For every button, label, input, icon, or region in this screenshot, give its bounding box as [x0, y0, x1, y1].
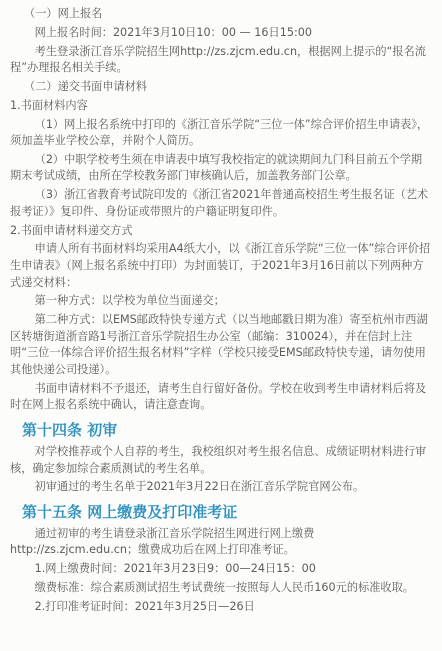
materials-item-1: （1）网上报名系统中打印的《浙江音乐学院“三位一体”综合评价招生申请表》，须加盖毕业学校公章，并附个人简历。 [10, 117, 429, 148]
admission-ticket-print-time: 2.打印准考证时间：2021年3月25日—26日 [34, 599, 255, 613]
materials-item-2: （2）中职学校考生须在申请表中填写我校指定的就读期间九门科目前五个学期期末考试成绩，由所在学校教务部门审核确认后，加盖教务部门公章。 [10, 152, 423, 183]
materials-item-3: （3）浙江省教育考试院印发的《浙江省2021年普通高校招生考生报名证（艺术报考证）》复印件、身份证或带照片的户籍证明复印件。 [10, 188, 429, 218]
submission-method-1: 第一种方式：以学校为单位当面递交； [34, 294, 225, 308]
section-written-materials-title: （二）递交书面申请材料 [24, 79, 148, 93]
payment-time: 1.网上缴费时间：2021年3月23日9：00—24日15：00 [34, 562, 316, 576]
article-14-text: 对学校推荐或个人自荐的考生，我校组织对考生报名信息、成绩证明材料进行审核，确定参加综合素质测试的考生名单。 [10, 444, 427, 475]
submission-method-title: 2.书面申请材料递交方式 [10, 223, 133, 237]
article-14-text-2: 初审通过的考生名单于2021年3月22日在浙江音乐学院官网公布。 [34, 480, 365, 494]
submission-method-2: 第二种方式：以EMS邮政特快专递方式（以当地邮戳日期为准）寄至杭州市西湖区转塘街道浙音路1号浙江音乐学院招生办公室（邮编：310024），并在信封上注明“三位一体综合评价招生报名材料”字样（学校只接受EMS邮政特快专递，请勿使用其他快递公司投递）。 [10, 313, 428, 376]
online-registration-time: 网上报名时间：2021年3月10日10：00 — 16日15:00 [34, 25, 312, 39]
materials-note: 书面申请材料不予退还，请考生自行留好备份。学校在收到考生申请材料后将及时在网上报名系统中确认，请注意查询。 [10, 381, 427, 412]
fee-standard: 缴费标准：综合素质测试招生考试费统一按照每人人民币160元的标准收取。 [34, 581, 414, 595]
submission-method-text: 申请人所有书面材料均采用A4纸大小，以《浙江音乐学院“三位一体”综合评价招生申请表》（网上报名系统中打印）为封面装订，于2021年3月16日前以下列两种方式递交材料： [10, 242, 431, 289]
article-15-heading: 第十五条 网上缴费及打印准考证 [22, 502, 238, 521]
online-registration-text: 考生登录浙江音乐学院招生网http://zs.zjcm.edu.cn，根据网上提示的“报名流程”办理报名相关手续。 [10, 44, 426, 75]
section-online-registration-title: （一）网上报名 [24, 7, 103, 20]
article-14-heading: 第十四条 初审 [22, 420, 118, 439]
article-15-text: 通过初审的考生请登录浙江音乐学院招生网进行网上缴费http://zs.zjcm.edu.cn；缴费成功后在网上打印准考证。 [10, 526, 315, 557]
materials-content-title: 1.书面材料内容 [10, 98, 88, 112]
